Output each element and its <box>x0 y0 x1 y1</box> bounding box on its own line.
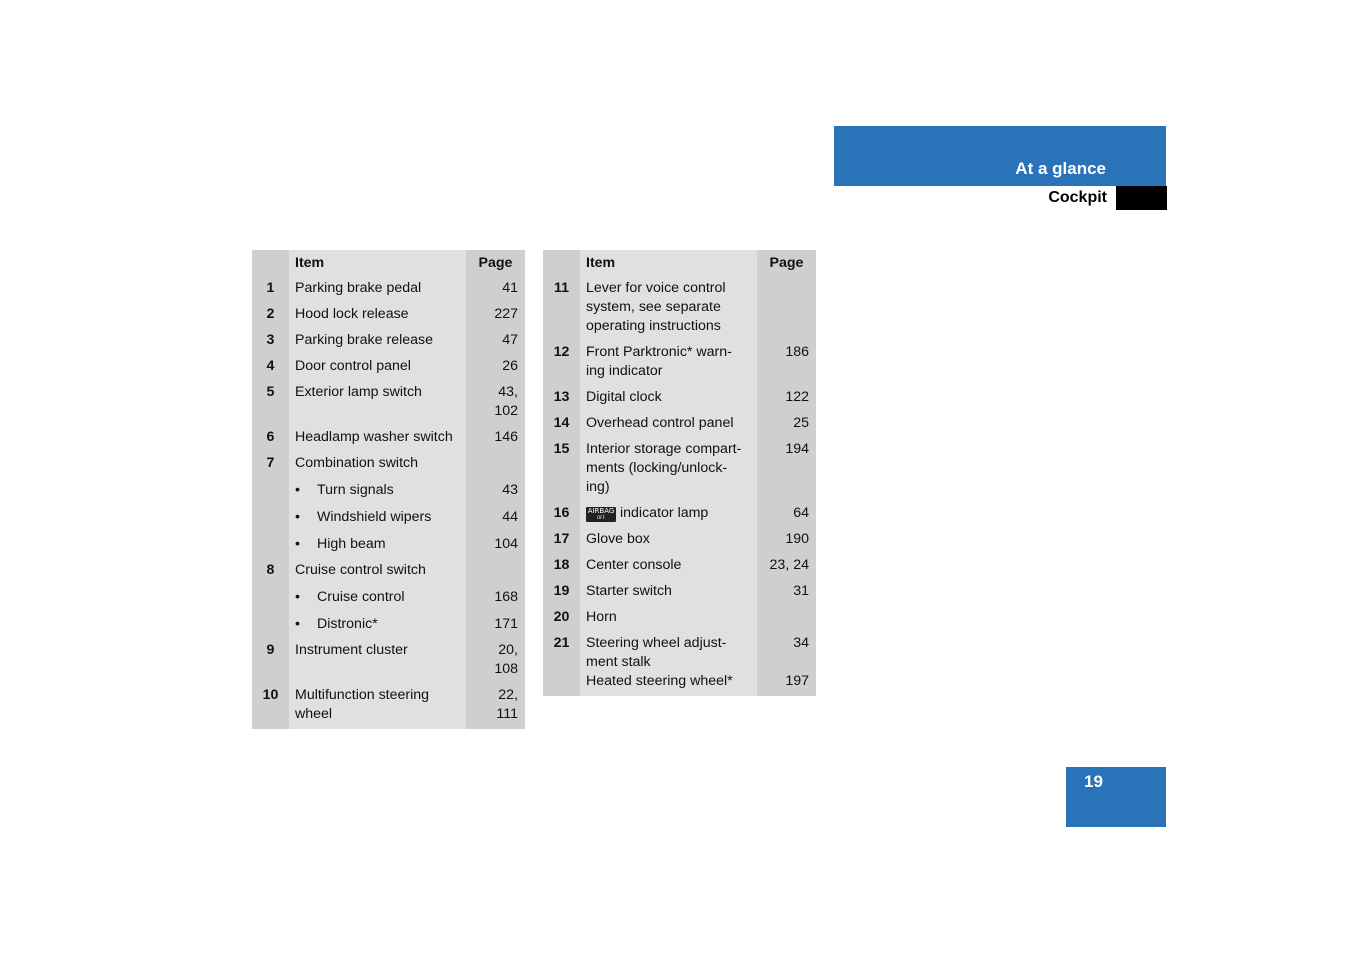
table-row <box>543 437 816 501</box>
page-reference: 122 <box>757 385 816 411</box>
item-text: Center console <box>586 557 682 573</box>
number-column-header <box>543 250 580 276</box>
item-description-cell <box>580 501 757 527</box>
page-reference: 43, 102 <box>466 380 525 425</box>
item-number: 2 <box>252 302 289 328</box>
item-description-cell <box>580 276 757 340</box>
item-number: 5 <box>252 380 289 425</box>
table-header-row <box>543 250 816 276</box>
item-text: Multifunction steering wheel <box>295 687 430 722</box>
page-reference <box>757 276 816 340</box>
item-text: Steering wheel adjust- ment stalk Heated steering wheel* <box>586 635 733 689</box>
item-description-cell <box>580 579 757 605</box>
item-number: 17 <box>543 527 580 553</box>
item-description-cell <box>289 328 466 354</box>
page-reference: 23, 24 <box>757 553 816 579</box>
item-text: Cruise control switch <box>295 562 426 578</box>
item-number: 7 <box>252 451 289 477</box>
cockpit-table-left <box>252 250 525 729</box>
item-text: indicator lamp <box>620 505 709 521</box>
section-header-box <box>834 126 1166 186</box>
table-row <box>543 579 816 605</box>
item-text: Lever for voice control system, see separate operating instructions <box>586 280 726 334</box>
item-description-cell <box>289 380 466 425</box>
page-reference: 194 <box>757 437 816 501</box>
item-text: Cruise control <box>317 589 405 605</box>
table-row <box>252 380 525 425</box>
item-description-cell <box>580 340 757 385</box>
item-number: 11 <box>543 276 580 340</box>
item-description-cell <box>580 553 757 579</box>
bullet-icon: • <box>295 616 300 632</box>
item-text: Horn <box>586 609 617 625</box>
item-description-cell <box>580 437 757 501</box>
item-number <box>252 531 289 558</box>
table-row <box>252 558 525 584</box>
item-number: 4 <box>252 354 289 380</box>
item-number: 12 <box>543 340 580 385</box>
page-reference <box>466 558 525 584</box>
item-description-cell <box>289 477 466 504</box>
table-row <box>543 501 816 527</box>
page-number-box <box>1066 767 1166 827</box>
item-text: Interior storage compart- ments (locking/unlock- ing) <box>586 441 742 495</box>
subsection-title: Cockpit <box>1048 189 1107 206</box>
page-reference: 31 <box>757 579 816 605</box>
item-number: 20 <box>543 605 580 631</box>
page-reference: 190 <box>757 527 816 553</box>
item-description-cell <box>580 411 757 437</box>
item-description-cell <box>580 385 757 411</box>
bullet-icon: • <box>295 509 300 525</box>
bullet-icon: • <box>295 536 300 552</box>
page-reference: 43 <box>466 477 525 504</box>
item-number <box>252 504 289 531</box>
item-number: 13 <box>543 385 580 411</box>
page-reference: 168 <box>466 584 525 611</box>
item-description-cell <box>289 276 466 302</box>
item-number <box>252 584 289 611</box>
item-description-cell <box>580 631 757 696</box>
item-description-cell <box>289 558 466 584</box>
item-column-header: Item <box>289 250 466 276</box>
section-title: At a glance <box>1015 159 1106 178</box>
item-description-cell <box>289 354 466 380</box>
item-number <box>252 611 289 638</box>
item-column-header: Item <box>580 250 757 276</box>
page-reference: 22, 111 <box>466 683 525 729</box>
table-row <box>543 631 816 696</box>
page-reference: 25 <box>757 411 816 437</box>
item-number: 6 <box>252 425 289 451</box>
item-description-cell <box>289 504 466 531</box>
item-description-cell <box>289 451 466 477</box>
table-row <box>543 340 816 385</box>
item-description-cell <box>289 611 466 638</box>
airbag-icon-label: AIRBAG <box>587 507 615 515</box>
page-reference: 186 <box>757 340 816 385</box>
airbag-icon-sublabel: OFF <box>597 515 605 520</box>
table-body <box>543 276 816 696</box>
item-text: Parking brake pedal <box>295 280 422 296</box>
item-number: 10 <box>252 683 289 729</box>
table-row <box>252 302 525 328</box>
item-text: Distronic* <box>317 616 378 632</box>
page-reference: 146 <box>466 425 525 451</box>
item-number: 16 <box>543 501 580 527</box>
table-row <box>252 451 525 477</box>
page-column-header: Page <box>757 250 816 276</box>
item-text: High beam <box>317 536 386 552</box>
table-row <box>252 354 525 380</box>
item-text: Parking brake release <box>295 332 434 348</box>
table-header-row <box>252 250 525 276</box>
page-number: 19 <box>1084 772 1103 791</box>
table-row <box>252 328 525 354</box>
item-text: Windshield wipers <box>317 509 432 525</box>
table-row <box>252 276 525 302</box>
table-row <box>252 584 525 611</box>
item-description-cell <box>289 584 466 611</box>
page-reference <box>757 605 816 631</box>
table-row <box>252 425 525 451</box>
item-number: 3 <box>252 328 289 354</box>
page-reference: 26 <box>466 354 525 380</box>
table-row <box>252 611 525 638</box>
item-number: 19 <box>543 579 580 605</box>
item-number: 15 <box>543 437 580 501</box>
item-text: Exterior lamp switch <box>295 384 422 400</box>
item-number: 21 <box>543 631 580 696</box>
item-description-cell <box>580 527 757 553</box>
item-number: 14 <box>543 411 580 437</box>
item-text: Headlamp washer switch <box>295 429 453 445</box>
item-text: Overhead control panel <box>586 415 734 431</box>
table-row <box>543 527 816 553</box>
cockpit-table-right <box>543 250 816 696</box>
page-reference: 64 <box>757 501 816 527</box>
item-description-cell <box>289 302 466 328</box>
page-reference: 20, 108 <box>466 638 525 683</box>
table-row <box>543 276 816 340</box>
bullet-icon: • <box>295 589 300 605</box>
table-row <box>252 477 525 504</box>
item-text: Starter switch <box>586 583 672 599</box>
table-row <box>543 385 816 411</box>
item-number <box>252 477 289 504</box>
bullet-icon: • <box>295 482 300 498</box>
page-reference: 47 <box>466 328 525 354</box>
page-reference: 44 <box>466 504 525 531</box>
item-number: 8 <box>252 558 289 584</box>
table-row <box>252 683 525 729</box>
table-row <box>543 411 816 437</box>
item-text: Door control panel <box>295 358 411 374</box>
airbag-off-icon <box>586 507 616 522</box>
table-row <box>543 553 816 579</box>
item-description-cell <box>289 531 466 558</box>
section-tab-marker <box>1116 186 1167 210</box>
item-text: Hood lock release <box>295 306 409 322</box>
table-row <box>252 504 525 531</box>
table-body <box>252 276 525 729</box>
item-text: Front Parktronic* warn- ing indicator <box>586 344 732 379</box>
item-description-cell <box>289 683 466 729</box>
table-row <box>252 638 525 683</box>
page-reference: 227 <box>466 302 525 328</box>
page-reference <box>466 451 525 477</box>
page-column-header: Page <box>466 250 525 276</box>
item-number: 1 <box>252 276 289 302</box>
item-text: Instrument cluster <box>295 642 408 658</box>
page-reference: 104 <box>466 531 525 558</box>
item-text: Combination switch <box>295 455 419 471</box>
item-description-cell <box>580 605 757 631</box>
item-number: 9 <box>252 638 289 683</box>
item-description-cell <box>289 638 466 683</box>
item-text: Glove box <box>586 531 650 547</box>
page-reference: 41 <box>466 276 525 302</box>
page-reference: 34 197 <box>757 631 816 696</box>
table-row <box>252 531 525 558</box>
number-column-header <box>252 250 289 276</box>
item-text: Digital clock <box>586 389 662 405</box>
page-reference: 171 <box>466 611 525 638</box>
item-number: 18 <box>543 553 580 579</box>
item-description-cell <box>289 425 466 451</box>
table-row <box>543 605 816 631</box>
item-text: Turn signals <box>317 482 394 498</box>
